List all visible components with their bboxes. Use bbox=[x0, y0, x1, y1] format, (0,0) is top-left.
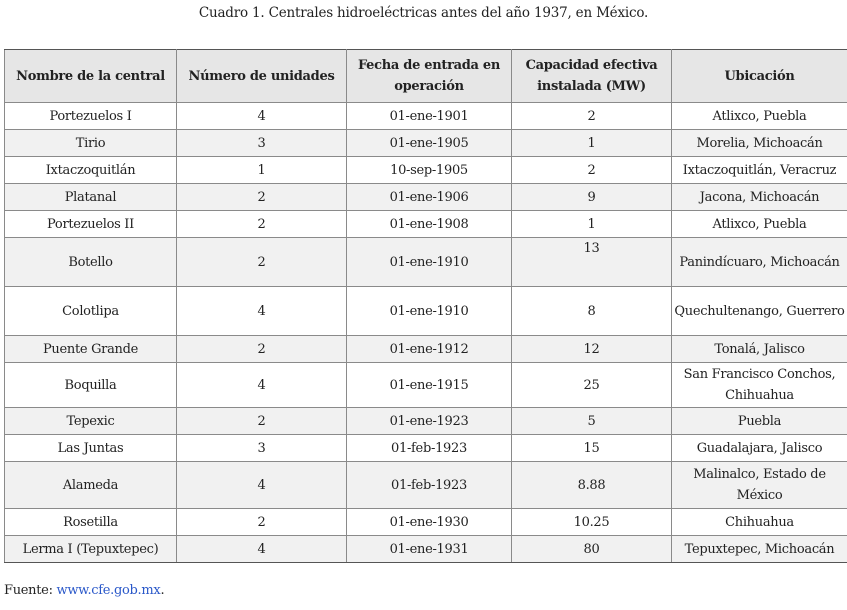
cell-units: 1 bbox=[177, 157, 347, 184]
cell-capacity: 2 bbox=[512, 103, 672, 130]
table-row bbox=[5, 238, 847, 287]
table-row bbox=[5, 130, 847, 157]
cell-plant-name: Tepexic bbox=[5, 408, 177, 435]
table-row bbox=[5, 103, 847, 130]
cell-capacity: 10.25 bbox=[512, 509, 672, 536]
cell-location: Malinalco, Estado de México bbox=[672, 462, 847, 509]
cell-start-date: 01-ene-1912 bbox=[347, 336, 512, 363]
table-row bbox=[5, 363, 847, 408]
cell-units: 4 bbox=[177, 363, 347, 408]
cell-start-date: 01-feb-1923 bbox=[347, 462, 512, 509]
cell-capacity: 25 bbox=[512, 363, 672, 408]
cell-capacity: 8 bbox=[512, 287, 672, 336]
cell-plant-name: Portezuelos II bbox=[5, 211, 177, 238]
cell-start-date: 01-ene-1915 bbox=[347, 363, 512, 408]
header-start-date: Fecha de entrada en operación bbox=[347, 50, 512, 103]
cell-units: 2 bbox=[177, 408, 347, 435]
cell-units: 3 bbox=[177, 435, 347, 462]
cell-units: 2 bbox=[177, 238, 347, 287]
table-row bbox=[5, 509, 847, 536]
cell-location: Jacona, Michoacán bbox=[672, 184, 847, 211]
cell-units: 2 bbox=[177, 211, 347, 238]
cell-capacity: 13 bbox=[512, 238, 672, 287]
cell-location: Chihuahua bbox=[672, 509, 847, 536]
cell-start-date: 01-ene-1910 bbox=[347, 287, 512, 336]
table-row bbox=[5, 435, 847, 462]
cell-location: San Francisco Conchos, Chihuahua bbox=[672, 363, 847, 408]
cell-location: Tepuxtepec, Michoacán bbox=[672, 536, 847, 563]
cell-plant-name: Boquilla bbox=[5, 363, 177, 408]
cell-start-date: 01-ene-1930 bbox=[347, 509, 512, 536]
cell-units: 3 bbox=[177, 130, 347, 157]
cell-capacity: 9 bbox=[512, 184, 672, 211]
cell-start-date: 01-ene-1901 bbox=[347, 103, 512, 130]
cell-capacity: 2 bbox=[512, 157, 672, 184]
cell-capacity: 80 bbox=[512, 536, 672, 563]
cell-location: Atlixco, Puebla bbox=[672, 211, 847, 238]
source-suffix: . bbox=[160, 583, 165, 598]
cell-units: 4 bbox=[177, 103, 347, 130]
cell-units: 4 bbox=[177, 536, 347, 563]
cell-plant-name: Colotlipa bbox=[5, 287, 177, 336]
cell-location: Puebla bbox=[672, 408, 847, 435]
cell-plant-name: Ixtaczoquitlán bbox=[5, 157, 177, 184]
source-label: Fuente: bbox=[4, 583, 57, 598]
cell-plant-name: Platanal bbox=[5, 184, 177, 211]
cell-start-date: 01-ene-1923 bbox=[347, 408, 512, 435]
cell-units: 2 bbox=[177, 184, 347, 211]
cell-plant-name: Alameda bbox=[5, 462, 177, 509]
cell-plant-name: Puente Grande bbox=[5, 336, 177, 363]
cell-units: 2 bbox=[177, 509, 347, 536]
cell-units: 4 bbox=[177, 287, 347, 336]
cell-location: Atlixco, Puebla bbox=[672, 103, 847, 130]
cell-capacity: 8.88 bbox=[512, 462, 672, 509]
table-row bbox=[5, 157, 847, 184]
cell-start-date: 01-ene-1910 bbox=[347, 238, 512, 287]
cell-start-date: 01-ene-1905 bbox=[347, 130, 512, 157]
table-row bbox=[5, 211, 847, 238]
cell-start-date: 01-ene-1906 bbox=[347, 184, 512, 211]
table-header-row bbox=[5, 50, 847, 103]
table-row bbox=[5, 408, 847, 435]
cell-capacity: 1 bbox=[512, 130, 672, 157]
cell-plant-name: Lerma I (Tepuxtepec) bbox=[5, 536, 177, 563]
cell-plant-name: Rosetilla bbox=[5, 509, 177, 536]
source-link[interactable]: www.cfe.gob.mx bbox=[56, 583, 161, 598]
header-units: Número de unidades bbox=[177, 50, 347, 103]
cell-location: Tonalá, Jalisco bbox=[672, 336, 847, 363]
cell-start-date: 01-ene-1931 bbox=[347, 536, 512, 563]
table-row bbox=[5, 287, 847, 336]
table-row bbox=[5, 536, 847, 563]
cell-location: Ixtaczoquitlán, Veracruz bbox=[672, 157, 847, 184]
cell-start-date: 01-feb-1923 bbox=[347, 435, 512, 462]
cell-start-date: 01-ene-1908 bbox=[347, 211, 512, 238]
hydro-plants-table bbox=[4, 49, 847, 563]
cell-plant-name: Portezuelos I bbox=[5, 103, 177, 130]
cell-units: 2 bbox=[177, 336, 347, 363]
cell-location: Guadalajara, Jalisco bbox=[672, 435, 847, 462]
cell-location: Morelia, Michoacán bbox=[672, 130, 847, 157]
cell-plant-name: Tirio bbox=[5, 130, 177, 157]
cell-capacity: 1 bbox=[512, 211, 672, 238]
header-capacity: Capacidad efectiva instalada (MW) bbox=[512, 50, 672, 103]
cell-plant-name: Las Juntas bbox=[5, 435, 177, 462]
cell-plant-name: Botello bbox=[5, 238, 177, 287]
table-caption: Cuadro 1. Centrales hidroeléctricas antes del año 1937, en México. bbox=[198, 5, 649, 21]
source-note bbox=[4, 583, 164, 598]
table-row bbox=[5, 462, 847, 509]
header-location: Ubicación bbox=[672, 50, 847, 103]
cell-capacity: 5 bbox=[512, 408, 672, 435]
cell-units: 4 bbox=[177, 462, 347, 509]
table-row bbox=[5, 184, 847, 211]
header-plant-name: Nombre de la central bbox=[5, 50, 177, 103]
cell-start-date: 10-sep-1905 bbox=[347, 157, 512, 184]
table-row bbox=[5, 336, 847, 363]
cell-location: Quechultenango, Guerrero bbox=[672, 287, 847, 336]
cell-capacity: 15 bbox=[512, 435, 672, 462]
cell-capacity: 12 bbox=[512, 336, 672, 363]
cell-location: Panindícuaro, Michoacán bbox=[672, 238, 847, 287]
